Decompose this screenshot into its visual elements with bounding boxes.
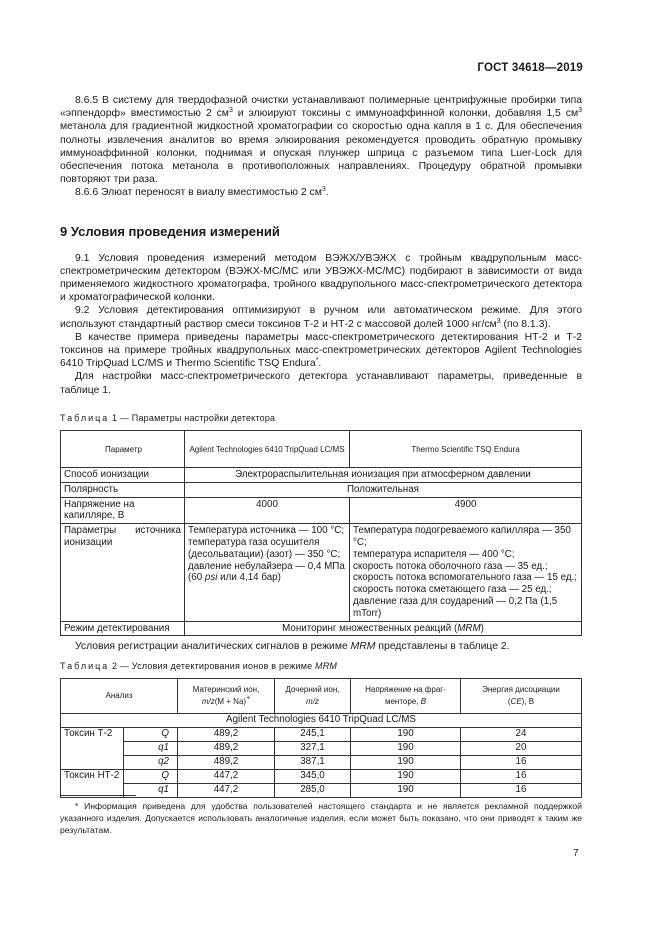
table1-caption: Таблица 1 — Параметры настройки детектора: [60, 412, 276, 423]
table-row: [61, 769, 582, 783]
footnote-divider: [60, 795, 136, 796]
table1-header-row: [61, 431, 582, 468]
parent-ion-cell: 489,2: [178, 755, 275, 769]
parent-ion-cell: 489,2: [178, 741, 275, 755]
row-label: Полярность: [61, 482, 185, 497]
fragmentor-cell: 190: [351, 755, 461, 769]
thermo-value: 4900: [350, 497, 582, 524]
table1-header-parameter: Параметр: [61, 431, 185, 468]
energy-cell: 16: [461, 769, 582, 783]
header-parent-ion: Материнский ион, m/z(M + Na)+: [178, 678, 275, 713]
daughter-ion-cell: 327,1: [275, 741, 351, 755]
toxin-cell: Токсин НТ-2: [61, 769, 124, 797]
row-label: Параметры источника ионизации: [61, 524, 185, 621]
paragraph-registration: Условия регистрации аналитических сигналов в режиме MRM представлены в таблице 2.: [75, 641, 510, 653]
instrument-group-label: Agilent Technologies 6410 TripQuad LC/MS: [61, 713, 582, 727]
document-code: ГОСТ 34618—2019: [477, 62, 583, 74]
table1-header-agilent: Agilent Technologies 6410 TripQuad LC/MS: [185, 431, 350, 468]
table-row: [61, 741, 582, 755]
fragmentor-cell: 190: [351, 727, 461, 741]
ion-detection-table: [60, 678, 582, 798]
detector-settings-table: [60, 430, 582, 636]
section-title: 9 Условия проведения измерений: [60, 223, 280, 239]
paragraph-8-6-6: 8.6.6 Элюат переносят в виалу вместимостью 2 $см^3$.: [75, 186, 329, 199]
ion-type-cell: q1: [124, 783, 178, 797]
fragmentor-cell: 190: [351, 741, 461, 755]
daughter-ion-cell: 285,0: [275, 783, 351, 797]
fragmentor-cell: 190: [351, 769, 461, 783]
paragraph-8-6-5: 8.6.5 В систему для твердофазной очистки устанавливают полимерные центрифужные пробирки типа «эппендорф» вместимостью 2 $см^3$ и элюируют токсины с иммуноаффинной колонки, добавляя 1,5 $см^3$ метанола для градиентной жидкостной хроматографии со скоростью одна капля в 1 с. Для обеспечения полноты извлечения аналитов во время элюирования рекомендуется проводить обратную промывку иммуноаффинной колонки, поднимая и опуская плунжер шприца с разъемом типа Luer-Lock для обеспечения потока метанола в противоположных направлениях. Процедуру обратной промывки повторяют три раза.: [60, 95, 582, 186]
table2-caption: Таблица 2 — Условия детектирования ионов в режиме MRM: [60, 660, 338, 671]
page-body: [60, 94, 582, 798]
ion-type-cell: Q: [124, 769, 178, 783]
table-row: [61, 468, 582, 483]
table2-header-row: [61, 678, 582, 713]
row-value: Электрораспылительная ионизация при атмосферном давлении: [185, 468, 582, 483]
parent-ion-cell: 489,2: [178, 727, 275, 741]
paragraph-9-2: 9.2 Условия детектирования оптимизируют в ручном или автоматическом режиме. Для этого используют стандартный раствор смеси токсинов Т-2 и НТ-2 с массовой долей 1000 $нг/см^3$ (по 8.1.3).: [60, 305, 582, 330]
page-number: 7: [573, 848, 579, 859]
table-row: [61, 783, 582, 797]
footnote: * Информация приведена для удобства пользователей настоящего стандарта и не является рекламной поддержкой указанного изделия. Допускается использовать аналогичные изделия, если может быть показано, что они приводят к таким же результатам.: [60, 801, 582, 836]
header-fragmentor-voltage: Напряжение на фраг- менторе, В: [351, 678, 461, 713]
table-row: [61, 755, 582, 769]
table-row: [61, 482, 582, 497]
ion-type-cell: Q: [124, 727, 178, 741]
table1-header-thermo: Thermo Scientific TSQ Endura: [350, 431, 582, 468]
table-group-row: [61, 713, 582, 727]
ion-type-cell: q1: [124, 741, 178, 755]
header-daughter-ion: Дочерний ион, m/z: [275, 678, 351, 713]
daughter-ion-cell: 345,0: [275, 769, 351, 783]
table-row: [61, 727, 582, 741]
table-row: [61, 524, 582, 621]
header-collision-energy: Энергия дисоциации (CE), В: [461, 678, 582, 713]
ion-type-cell: q2: [124, 755, 178, 769]
row-value: Положительная: [185, 482, 582, 497]
row-label: Режим детектирования: [61, 621, 185, 636]
row-label: Напряжение на капилляре, В: [61, 497, 185, 524]
fragmentor-cell: 190: [351, 783, 461, 797]
thermo-value: Температура подогреваемого капилляра — 350 °С; температура испарителя — 400 °С; скорость потока оболочного газа — 35 ед.; скорость потока вспомогательного газа — 15 ед.; скорость потока сметающего газа — 25 ед.; давление газа для соударений — 0,2 Па (1,5 mTorr): [350, 524, 582, 621]
header-analyte: Анализ: [61, 678, 178, 713]
energy-cell: 24: [461, 727, 582, 741]
energy-cell: 20: [461, 741, 582, 755]
agilent-value: Температура источника — 100 °С; температура газа осушителя (десольватации) (азот) — 350 °С; давление небулайзера — 0,4 МПа (60 psi или 4,14 бар): [185, 524, 350, 621]
energy-cell: 16: [461, 783, 582, 797]
table-row: [61, 621, 582, 636]
paragraph-9-1: 9.1 Условия проведения измерений методом ВЭЖХ/УВЭЖХ с тройным квадрупольным масс-спектрометрическим детектором (ВЭЖХ-МС/МС или УВЭЖХ-МС/МС) подбирают в зависимости от вида применяемого жидкостного хроматографа, тройного квадрупольного масс-спектрометрического детектора и хроматографической колонки.: [60, 252, 582, 304]
daughter-ion-cell: 245,1: [275, 727, 351, 741]
table-row: [61, 497, 582, 524]
parent-ion-cell: 447,2: [178, 783, 275, 797]
paragraph-example: В качестве примера приведены параметры масс-спектрометрического детектирования НТ-2 и Т-2 токсинов на примере тройных квадрупольных масс-спектрометрических детекторов Agilent Technologies 6410 TripQuad LC/MS и Thermo Scientific TSQ Endura*.: [60, 331, 582, 370]
daughter-ion-cell: 387,1: [275, 755, 351, 769]
parent-ion-cell: 447,2: [178, 769, 275, 783]
row-label: Способ ионизации: [61, 468, 185, 483]
paragraph-settings: Для настройки масс-спектрометрического детектора устанавливают параметры, приведенные в таблице 1.: [60, 371, 582, 396]
agilent-value: 4000: [185, 497, 350, 524]
row-value: Мониторинг множественных реакций (MRM): [185, 621, 582, 636]
toxin-cell: Токсин Т-2: [61, 727, 124, 769]
energy-cell: 16: [461, 755, 582, 769]
